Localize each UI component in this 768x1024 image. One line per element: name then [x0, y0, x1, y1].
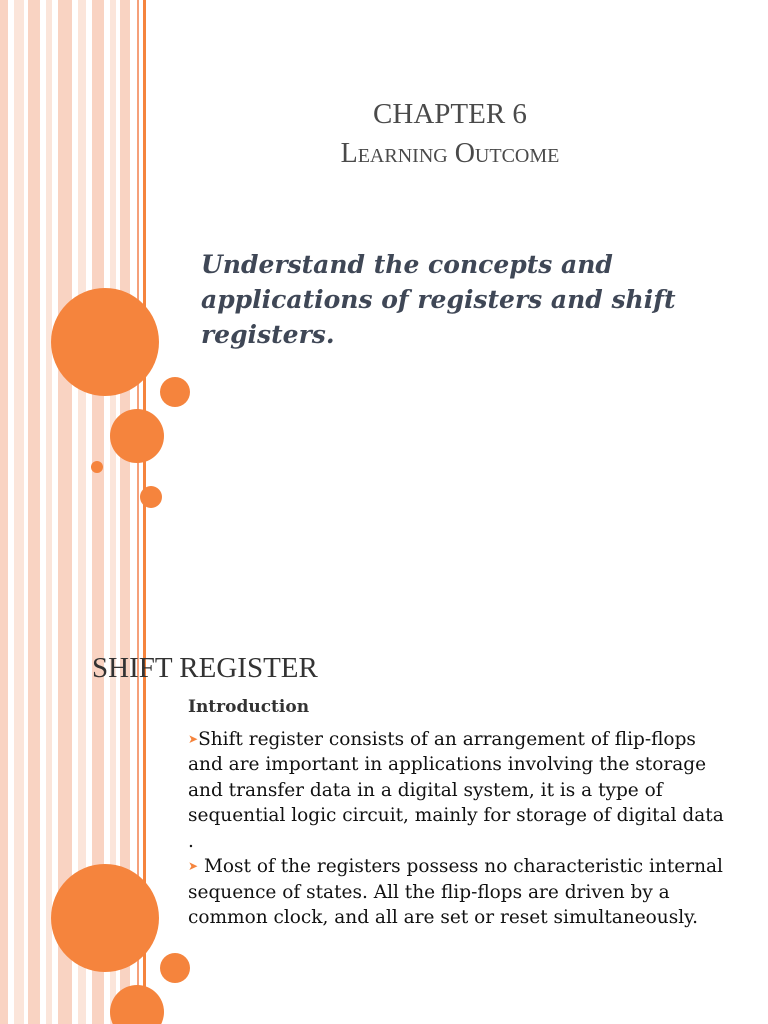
paragraph-1: [188, 727, 728, 829]
decor-stripe: [14, 0, 24, 628]
decor-circle-large: [51, 288, 159, 396]
decor-stripe: [14, 628, 24, 1024]
paragraph-dot: .: [188, 830, 194, 852]
decor-circle-tiny: [91, 461, 103, 473]
paragraph-1-text: Shift register consists of an arrangement of flip-flops and are important in applications involving the storage and transfer data in a digital system, it is a type of sequential logic circuit, mainly for storage of digital data: [188, 728, 724, 826]
decor-stripe: [58, 628, 72, 1024]
chapter-subtitle: Learning Outcome: [340, 138, 560, 169]
slide-shift-register: [0, 628, 768, 1024]
decor-circle-small: [160, 377, 190, 407]
decor-stripe: [46, 0, 52, 628]
decor-circle-medium: [110, 409, 164, 463]
decor-stripe: [143, 628, 146, 1024]
decor-circle-medium: [110, 985, 164, 1024]
arrow-bullet-icon: ➤: [188, 731, 199, 746]
decor-stripe: [137, 628, 139, 1024]
intro-heading: Introduction: [188, 697, 310, 717]
decor-stripe: [0, 0, 8, 628]
decor-stripe: [28, 0, 40, 628]
decor-circle-small: [160, 953, 190, 983]
decor-stripe: [0, 628, 8, 1024]
decor-stripe: [46, 628, 52, 1024]
decor-circle-large: [51, 864, 159, 972]
chapter-title: CHAPTER 6: [373, 98, 527, 130]
paragraph-2-text: Most of the registers possess no characteristic internal sequence of states. All the flip-flops are driven by a common clock, and all are set or reset simultaneously.: [188, 856, 723, 928]
decor-stripe: [28, 628, 40, 1024]
decor-circle-small: [140, 486, 162, 508]
paragraph-2: [188, 854, 728, 931]
section-heading: SHIFT REGISTER: [92, 652, 318, 684]
slide-content: [188, 695, 728, 931]
arrow-bullet-icon: ➤: [188, 859, 199, 873]
learning-outcome-text: Understand the concepts and applications of registers and shift registers.: [201, 250, 676, 349]
